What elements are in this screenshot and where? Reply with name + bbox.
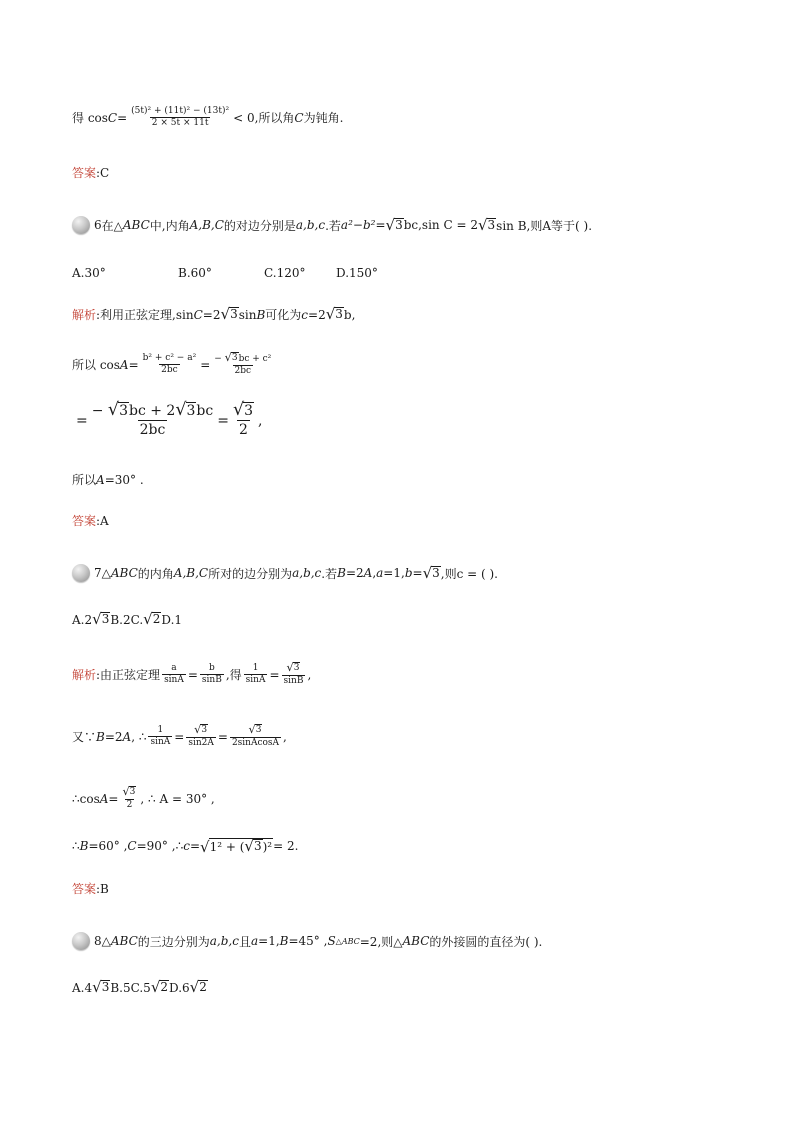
text: C [193,307,203,322]
answer-6 [72,512,109,529]
sqrt: √ 3 [385,215,403,234]
radicand: 3 [101,980,110,995]
text: =60° , [88,839,128,854]
text: = [128,357,139,372]
text: 所对的边分别为 [208,566,293,581]
text: ,得 [225,668,242,683]
fraction [231,402,256,439]
text: a,b,c [292,566,322,580]
numerator: (5t)² + (11t)² − (13t)² [131,106,230,116]
text: ABC [110,566,138,580]
text: sin B,则A等于( ). [496,218,593,233]
question-bullet-icon [72,216,90,234]
text: △ [101,934,111,948]
text: =2 [345,566,364,580]
sqrt: √ 2 [189,978,207,996]
text: = [189,839,200,854]
text: = [76,412,88,429]
text: , ∴ [131,729,147,744]
text: < 0,所以角 [233,111,295,125]
answer-label: 答案 [72,166,97,180]
var-c: C [294,110,304,125]
sqrt: √ 3 [220,305,238,323]
text: , [307,667,312,682]
text: 为钝角. [303,111,344,125]
text: ,则c = ( ). [440,566,498,581]
text: =2,则△ [359,934,403,949]
radicand: 2 [160,980,169,995]
cos-c-line [72,106,343,129]
text: = 2. [273,839,299,854]
text: b, [343,307,356,322]
radicand: 3 [101,612,110,627]
text: A,B,C [189,218,224,232]
answer-7 [72,880,109,897]
fraction: √ 3 2sinAcosA [231,723,280,749]
text: = [200,357,211,372]
text: B [96,729,105,744]
radicand: 3 [487,217,496,232]
text: , ∴ A = 30° , [140,791,215,806]
radicand: 3 [230,307,238,322]
text: 的三边分别为 [137,934,210,949]
text: =30° . [104,472,144,487]
solution-7-b [72,724,287,749]
text: c [301,307,309,322]
question-8 [72,932,542,950]
text: ABC [402,934,430,948]
text: a,b,c [295,218,326,232]
solution-label: 解析 [72,668,97,683]
option-bc: B.2C. [110,612,144,627]
question-6 [72,216,592,234]
text: , [258,412,263,429]
text: .若 [321,566,338,581]
text: △ [101,566,111,580]
text: A,B,C [173,566,209,580]
text: = [187,667,198,682]
question-number: 8 [94,934,102,948]
answer-value: :B [96,881,109,896]
text: 的内角 [137,566,174,581]
text: = [174,729,185,744]
sqrt: √ 1² + ( √ 3 )² [200,837,273,856]
text: 在△ [101,218,123,233]
option-c: C.120° [264,266,306,280]
solution-7-d [72,838,298,855]
text: =2 [308,307,326,322]
sqrt: √ 2 [150,978,169,996]
options-7 [72,612,182,627]
text: A [363,566,373,580]
fraction [141,353,199,376]
fraction [90,402,216,439]
solution-6 [72,306,355,323]
text: 又∵ [72,730,97,745]
text: B [256,307,266,322]
text: 得 cos [72,111,108,125]
text: a,b,c [209,934,239,948]
answer-label: 答案 [72,514,97,528]
denominator: 2 × 5t × 11t [151,118,209,128]
solution-6-result [72,471,144,488]
question-number: 6 [94,218,102,232]
option-bc: B.5C.5 [110,980,151,995]
text: , [283,729,287,744]
denominator: 2bc [161,365,178,376]
text: =1, [383,566,405,580]
text: ABC [110,934,138,948]
text: 可化为 [265,308,302,322]
option-d: D.150° [336,266,378,280]
radicand: 2 [199,980,207,995]
sqrt: √ 3 [325,305,343,323]
text: 所以 [72,473,97,487]
text: A [119,357,129,372]
text: C [127,839,137,854]
question-7 [72,564,498,582]
text: bc,sin C = 2 [403,218,478,232]
text: = [108,791,119,806]
sqrt: √ 3 [422,563,440,582]
text: 所以 cos [72,358,120,373]
text: A [99,791,109,806]
text: =45° , [288,934,328,948]
option-a: A.2 [72,612,93,627]
text: =90° ,∴ [136,839,184,854]
fraction: √ 3 sinB [283,661,304,687]
text: c [183,839,190,854]
text: =2 [202,307,221,322]
sqrt: √ 3 [477,215,496,234]
fraction: $\frac{b}{\sin B}$ [201,663,222,686]
fraction [129,106,231,129]
numerator: − √ 3 bc + 2 √ 3 bc [91,400,214,420]
options-6 [72,266,378,280]
fraction: $\frac{1}{\sin A}$ [150,725,171,748]
sqrt: √ 3 [92,610,110,628]
answer-5 [72,164,109,181]
text: b [404,566,413,580]
question-bullet-icon [72,932,90,950]
answer-label: 答案 [72,882,97,896]
text: A [96,472,105,487]
sqrt: √ 3 [92,978,110,996]
numerator: − √ 3 bc + c² [214,351,272,365]
numerator: √ 3 [232,400,254,420]
denominator: 2bc [234,366,252,377]
solution-6-cos [72,352,275,377]
text: ABC [122,218,150,232]
fraction: √ 3 2 [122,785,136,811]
text: =2 [104,729,123,744]
text: :利用正弦定理,sin [96,308,194,322]
subscript: △ABC [335,936,360,946]
text: .若 [325,218,341,233]
text: ∴ [72,839,80,854]
solution-7 [72,662,311,687]
text: =1, [258,934,280,948]
denominator: 2 [239,422,248,438]
fraction: √ 3 sin2A [188,723,214,749]
question-number: 7 [94,566,102,580]
var-c: C [107,110,118,125]
fraction [212,352,273,377]
radicand: 3 [432,565,440,580]
fraction: $\frac{1}{\sin A}$ [245,663,266,686]
option-a: A.30° [72,266,106,280]
text: B [337,566,346,580]
text: = [269,667,280,682]
text: 中,内角 [149,218,190,233]
text: = [217,729,228,744]
option-a: A.4 [72,980,93,995]
text: 且 [238,934,251,949]
question-bullet-icon [72,564,90,582]
option-d: D.6 [169,980,190,995]
text: :由正弦定理 [96,668,161,683]
option-b: B.60° [178,266,212,280]
solution-label: 解析 [72,308,97,322]
numerator: b² + c² − a² [142,353,197,364]
fraction: $\frac{a}{\sin A}$ [164,663,184,686]
option-d: D.1 [161,612,183,627]
sqrt: √ 2 [143,610,161,628]
text: a [376,566,384,580]
text: = [375,218,386,232]
radicand: 2 [152,612,161,627]
radicand: 3 [395,217,403,232]
text: sin [238,307,257,322]
text: B [79,839,89,854]
text: ∴cos [72,791,100,806]
answer-value: :A [96,513,109,528]
text: S [327,934,336,948]
text: , [372,566,377,580]
text: a²−b² [340,218,376,232]
solution-7-c [72,786,215,811]
radicand: 3 [335,307,343,322]
text: A [122,729,132,744]
text: a [250,934,259,948]
denominator: 2bc [139,422,166,438]
text: = [117,110,128,125]
text: = [217,412,229,429]
solution-6-simplify [76,402,263,439]
text: B [279,934,289,948]
text: 的外接圆的直径为( ). [429,934,543,949]
answer-value: :C [96,165,110,180]
text: 的对边分别是 [223,218,296,233]
options-8 [72,980,208,995]
text: = [412,566,423,580]
